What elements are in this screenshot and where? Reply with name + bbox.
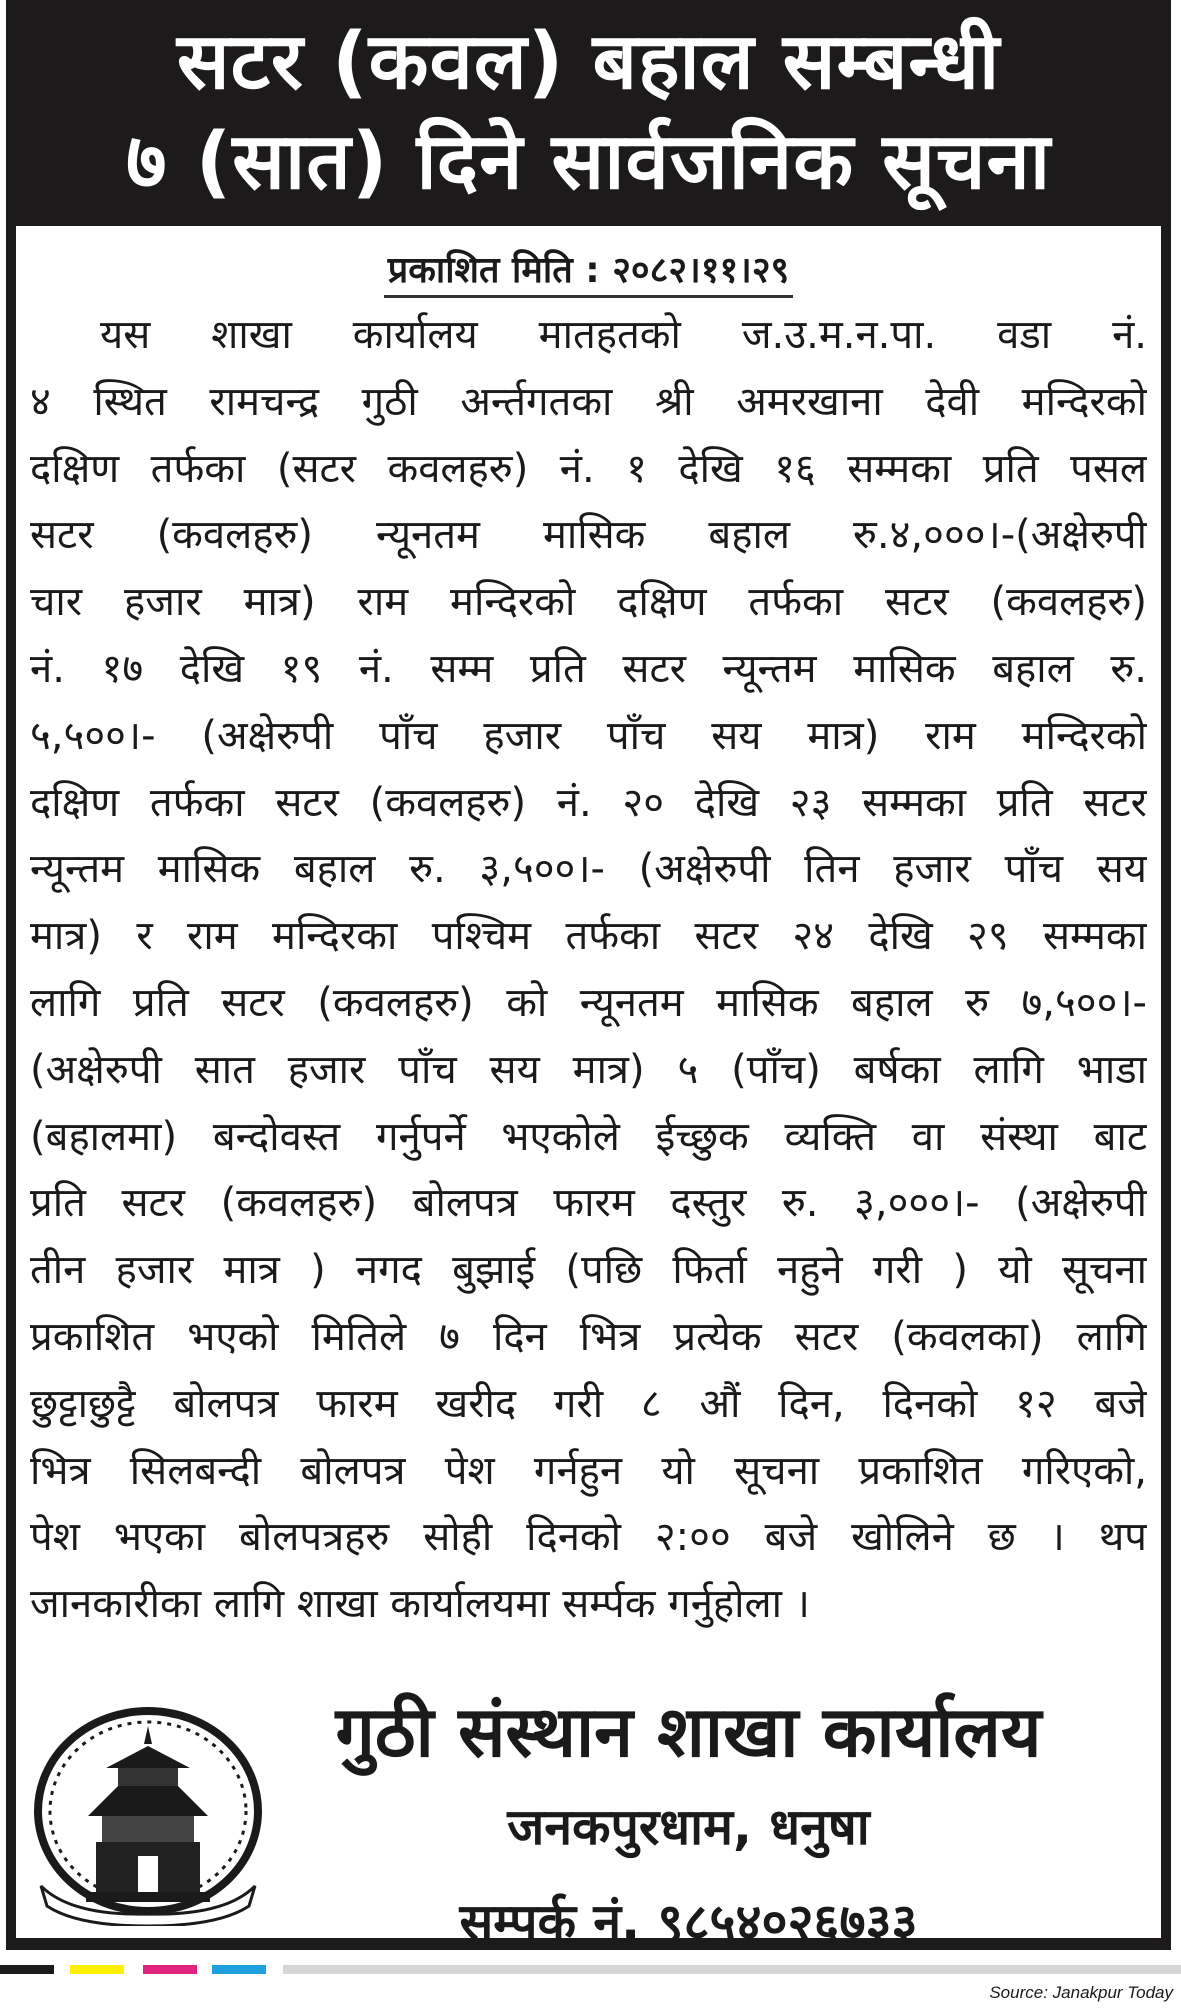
contact-number: सम्पर्क नं. ९८५४०२६७३३	[459, 1893, 918, 1951]
color-bar-magenta	[143, 1965, 197, 1974]
notice-header	[6, 0, 1171, 224]
office-name: गुठी संस्थान शाखा कार्यालय	[335, 1691, 1042, 1773]
color-bar-gray	[283, 1965, 1181, 1974]
title-line-1: सटर (कवल) बहाल सम्बन्धी	[176, 17, 1001, 107]
notice-text	[30, 302, 1147, 1638]
body-line: भित्र सिलबन्दी बोलपत्र पेश गर्नहुन यो सूचना प्रकाशित गरिएको,	[30, 1447, 1147, 1494]
body-line: (अक्षेरुपी सात हजार पाँच सय मात्र) ५ (पाँच) बर्षका लागि भाडा	[30, 1046, 1147, 1093]
body-line: प्रति सटर (कवलहरु) बोलपत्र फारम दस्तुर रु. ३,०००।- (अक्षेरुपी	[30, 1180, 1147, 1227]
body-line: छुट्टाछुट्टै बोलपत्र फारम खरीद गरी ८ औं दिन, दिनको १२ बजे	[30, 1380, 1147, 1427]
color-bar-black	[0, 1965, 54, 1974]
body-line: जानकारीका लागि शाखा कार्यालयमा सर्म्पक गर्नुहोला ।	[30, 1581, 810, 1628]
body-line: तीन हजार मात्र ) नगद बुझाई (पछि फिर्ता नहुने गरी ) यो सूचना	[30, 1247, 1147, 1294]
body-line: दक्षिण तर्फका सटर (कवलहरु) नं. २० देखि २३ सम्मका प्रति सटर	[30, 779, 1147, 826]
body-line: (बहालमा) बन्दोवस्त गर्नुपर्ने भएकोले ईच्छुक व्यक्ति वा संस्था बाट	[30, 1113, 1147, 1160]
body-line: ५,५००।- (अक्षेरुपी पाँच हजार पाँच सय मात्र) राम मन्दिरको	[30, 712, 1147, 759]
body-line: पेश भएका बोलपत्रहरु सोही दिनको २:०० बजे खोलिने छ । थप	[30, 1514, 1147, 1561]
body-line: सटर (कवलहरु) न्यूनतम मासिक बहाल रु.४,०००।-(अक्षेरुपी	[30, 512, 1147, 559]
temple-emblem-icon	[26, 1706, 276, 1926]
body-line: न्यून्तम मासिक बहाल रु. ३,५००।- (अक्षेरुपी तिन हजार पाँच सय	[30, 846, 1147, 893]
color-bar-yellow	[70, 1965, 124, 1974]
publish-date: प्रकाशित मिति : २०८२।११।२९	[384, 250, 794, 298]
body-line: दक्षिण तर्फका (सटर कवलहरु) नं. १ देखि १६ सम्मका प्रति पसल	[30, 445, 1147, 492]
office-address: जनकपुरधाम, धनुषा	[507, 1798, 870, 1856]
body-line: ४ स्थित रामचन्द्र गुठी अर्न्तगतका श्री अमरखाना देवी मन्दिरको	[30, 378, 1147, 425]
body-line: चार हजार मात्र) राम मन्दिरको दक्षिण तर्फका सटर (कवलहरु)	[30, 579, 1147, 626]
body-line: लागि प्रति सटर (कवलहरु) को न्यूनतम मासिक बहाल रु ७,५००।-	[30, 979, 1147, 1026]
body-line: यस शाखा कार्यालय मातहतको ज.उ.म.न.पा. वडा नं.	[100, 312, 1147, 358]
body-line: नं. १७ देखि १९ नं. सम्म प्रति सटर न्यून्तम मासिक बहाल रु.	[30, 645, 1147, 692]
body-line: मात्र) र राम मन्दिरका पश्चिम तर्फका सटर २४ देखि २९ सम्मका	[30, 913, 1147, 960]
color-bar-cyan	[212, 1965, 266, 1974]
source-credit: Source: Janakpur Today	[989, 1983, 1173, 2002]
notice-body	[16, 226, 1161, 1951]
title-line-2: ७ (सात) दिने सार्वजनिक सूचना	[125, 117, 1052, 207]
body-line: प्रकाशित भएको मितिले ७ दिन भित्र प्रत्येक सटर (कवलका) लागि	[30, 1313, 1147, 1360]
